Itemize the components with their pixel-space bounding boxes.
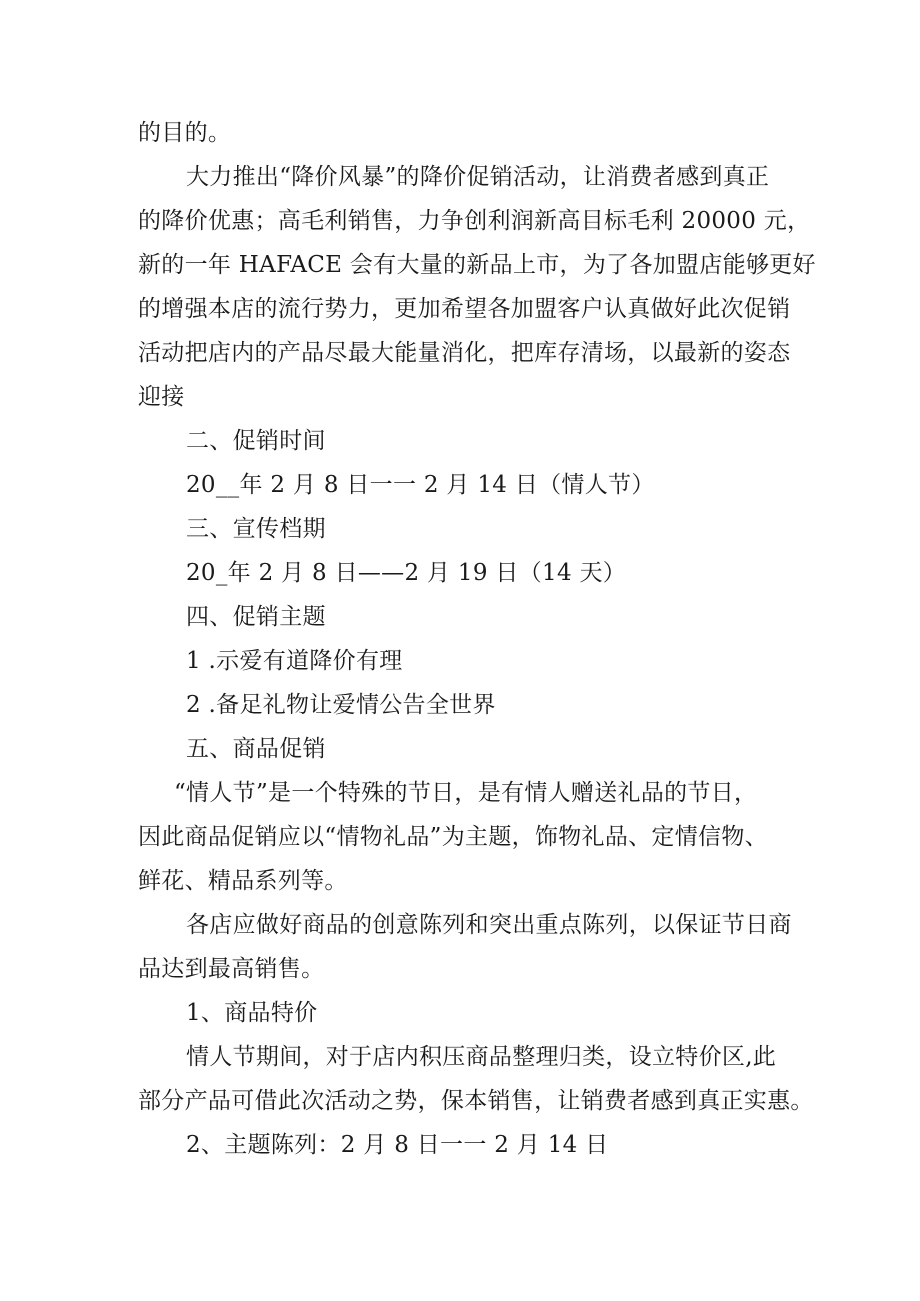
- list-item: 1 .示爱有道降价有理: [186, 648, 403, 674]
- text-line: “情人节”是一个特殊的节日，是有情人赠送礼品的节日，: [174, 780, 758, 806]
- text-line: 各店应做好商品的创意陈列和突出重点陈列，以保证节日商: [186, 912, 792, 938]
- text-line: 20__年 2 月 8 日一一 2 月 14 日（情人节）: [186, 472, 655, 498]
- subsection-heading: 1、商品特价: [186, 1000, 318, 1026]
- text-line: 品达到最高销售。: [138, 956, 325, 982]
- text-line: 部分产品可借此次活动之势，保本销售，让销费者感到真正实惠。: [138, 1088, 814, 1114]
- list-item: 2 .备足礼物让爱情公告全世界: [186, 692, 496, 718]
- section-heading: 二、促销时间: [186, 428, 326, 454]
- text-line: 新的一年 HAFACE 会有大量的新品上市，为了各加盟店能够更好: [138, 252, 816, 278]
- subsection-heading: 2、主题陈列：2 月 8 日一一 2 月 14 日: [186, 1132, 609, 1158]
- text-line: 鲜花、精品系列等。: [138, 868, 348, 894]
- section-heading: 五、商品促销: [186, 736, 326, 762]
- text-line: 的降价优惠；高毛利销售，力争创利润新高目标毛利 20000 元，: [138, 208, 811, 234]
- text-line: 20_年 2 月 8 日——2 月 19 日（14 天）: [186, 560, 627, 586]
- text-line: 因此商品促销应以“情物礼品”为主题，饰物礼品、定情信物、: [138, 824, 768, 850]
- text-line: 的增强本店的流行势力，更加希望各加盟客户认真做好此次促销: [138, 296, 791, 322]
- text-line: 活动把店内的产品尽最大能量消化，把库存清场，以最新的姿态: [138, 340, 791, 366]
- section-heading: 三、宣传档期: [186, 516, 326, 542]
- text-line: 大力推出“降价风暴”的降价促销活动，让消费者感到真正: [186, 164, 770, 190]
- section-heading: 四、促销主题: [186, 604, 326, 630]
- text-line: 迎接: [138, 384, 185, 410]
- text-line: 的目的。: [138, 120, 232, 146]
- text-line: 情人节期间，对于店内积压商品整理归类，设立特价区,此: [186, 1044, 777, 1070]
